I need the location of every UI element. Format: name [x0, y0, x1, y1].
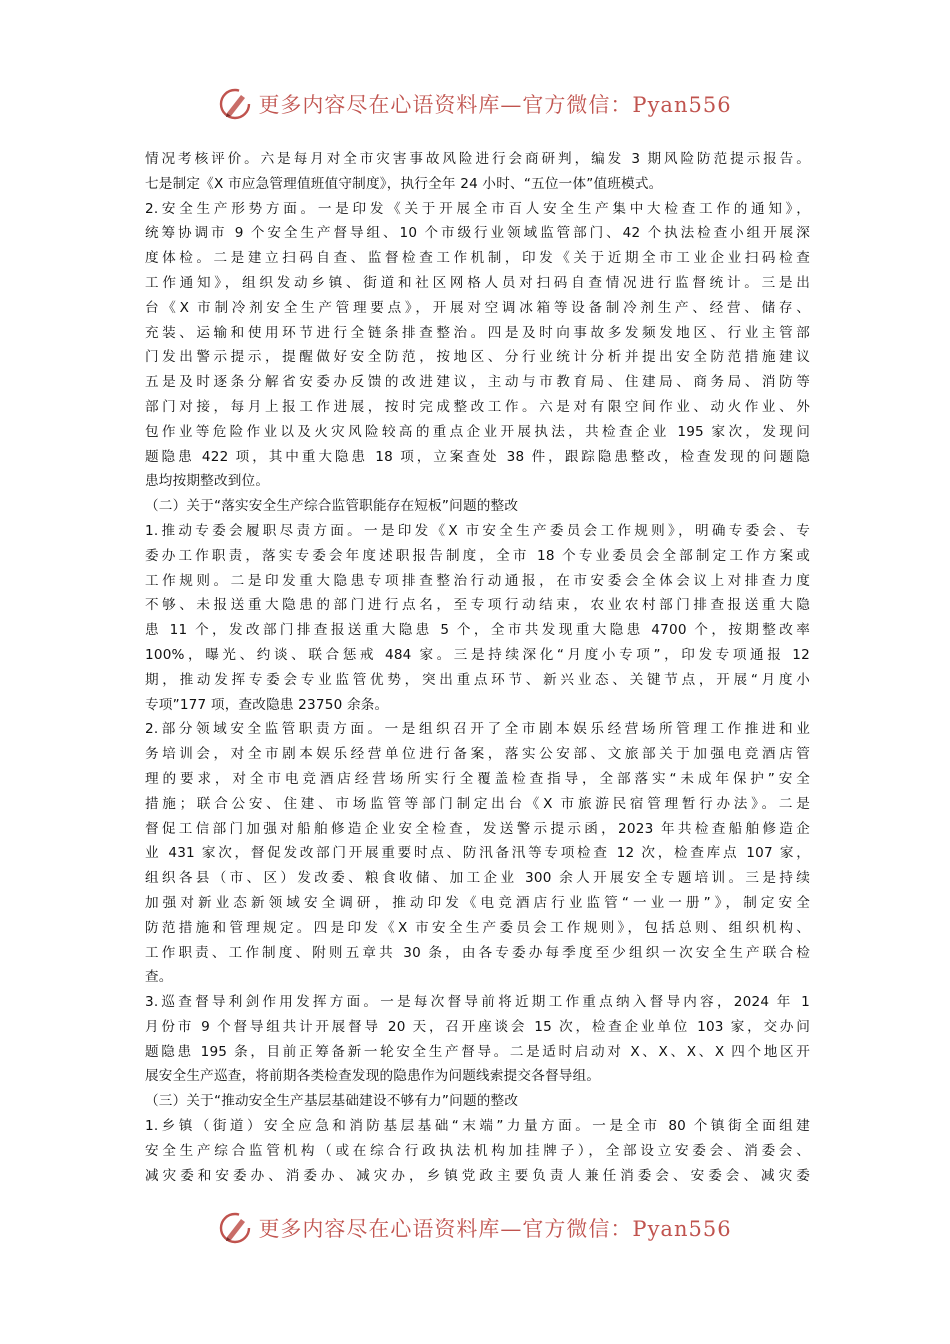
text-line: 工作通知》，组织发动乡镇、街道和社区网格人员对扫码自查情况进行监督统计。三是出 [145, 274, 810, 291]
text-line: 五是及时逐条分解省安委办反馈的改进建议，主动与市教育局、住建局、商务局、消防等 [145, 374, 810, 391]
text-line: 委办工作职责，落实专委会年度述职报告制度，全市 18 个专业委员会全部制定工作方案或 [145, 547, 810, 564]
text-line: 工作职责、工作制度、附则五章共 30 条，由各专委办每季度至少组织一次安全生产联合检 [145, 944, 810, 961]
text-line: 台《X 市制冷剂安全生产管理要点》，开展对空调冰箱等设备制冷剂生产、经营、储存、 [145, 299, 810, 316]
footer-watermark [0, 1208, 950, 1248]
text-line: 充装、运输和使用环节进行全链条排查整治。四是及时向事故多发频发地区、行业主管部 [145, 324, 810, 341]
text-line: 减灾委和安委办、消委办、减灾办，乡镇党政主要负责人兼任消委会、安委会、减灾委 [145, 1167, 810, 1184]
text-line: 防范措施和管理规定。四是印发《X 市安全生产委员会工作规则》，包括总则、组织机构、 [145, 919, 810, 936]
text-line: 情况考核评价。六是每月对全市灾害事故风险进行会商研判，编发 3 期风险防范提示报告。 [145, 151, 810, 167]
text-line: 统筹协调市 9 个安全生产督导组、10 个市级行业领域监管部门、42 个执法检查小组开展深 [145, 225, 810, 242]
text-line: 题隐患 422 项，其中重大隐患 18 项，立案查处 38 件，跟踪隐患整改，检查发现的问题隐 [145, 448, 810, 465]
header-watermark-text: 更多内容尽在心语资料库—官方微信：Pyan556 [258, 93, 732, 117]
text-line: 七是制定《X 市应急管理值班值守制度》，执行全年 24 小时、“五位一体”值班模式。 [145, 175, 663, 192]
header-watermark [0, 84, 950, 124]
text-line: 期，推动发挥专委会专业监管优势，突出重点环节、新兴业态、关键节点，开展“月度小 [145, 671, 810, 688]
text-line: 加强对新业态新领域安全调研，推动印发《电竞酒店行业监管“一业一册”》，制定安全 [145, 894, 810, 911]
document-body [145, 147, 810, 1188]
text-line: 展安全生产巡查，将前期各类检查发现的隐患作为问题线索提交各督导组。 [145, 1068, 601, 1085]
text-line: 务培训会，对全市剧本娱乐经营单位进行备案，落实公安部、文旅部关于加强电竞酒店管 [145, 746, 810, 763]
text-line: 1.推动专委会履职尽责方面。一是印发《X 市安全生产委员会工作规则》，明确专委会、专 [145, 522, 810, 539]
text-line: 业 431 家次，督促发改部门开展重要时点、防汛备汛等专项检查 12 次，检查库点 107 家， [145, 845, 810, 862]
text-line: 组织各县（市、区）发改委、粮食收储、加工企业 300 余人开展安全专题培训。三是持续 [145, 870, 810, 887]
pen-circle-logo-icon [218, 1211, 252, 1245]
text-line: 患均按期整改到位。 [145, 473, 270, 490]
text-line: 理的要求，对全市电竞酒店经营场所实行全覆盖检查指导，全部落实“未成年保护”安全 [145, 770, 810, 787]
text-line: 包作业等危险作业以及火灾风险较高的重点企业开展执法，共检查企业 195 家次，发现问 [145, 423, 810, 440]
text-line: 查。 [145, 969, 173, 986]
text-line: 2.安全生产形势方面。一是印发《关于开展全市百人安全生产集中大检查工作的通知》， [145, 200, 810, 217]
text-line: 题隐患 195 条，目前正筹备新一轮安全生产督导。二是适时启动对 X、X、X、X 四个地区开 [145, 1043, 810, 1060]
text-line: 1.乡镇（街道）安全应急和消防基层基础“末端”力量方面。一是全市 80 个镇街全面组建 [145, 1118, 810, 1135]
text-line: 专项”177 项，查改隐患 23750 余条。 [145, 696, 389, 713]
text-line: 安全生产综合监管机构（或在综合行政执法机构加挂牌子），全部设立安委会、消委会、 [145, 1142, 810, 1159]
text-line: 患 11 个，发改部门排查报送重大隐患 5 个，全市共发现重大隐患 4700 个，按期整改率 [145, 622, 810, 639]
text-line: 工作规则。二是印发重大隐患专项排查整治行动通报，在市安委会全体会议上对排查力度 [145, 572, 810, 589]
text-line: （三）关于“推动安全生产基层基础建设不够有力”问题的整改 [145, 1093, 519, 1110]
text-line: 不够、未报送重大隐患的部门进行点名，至专项行动结束，农业农村部门排查报送重大隐 [145, 597, 810, 614]
text-line: 月份市 9 个督导组共计开展督导 20 天，召开座谈会 15 次，检查企业单位 103 家，交办问 [145, 1018, 810, 1035]
text-line: 100%，曝光、约谈、联合惩戒 484 家。三是持续深化“月度小专项”，印发专项通报 12 [145, 646, 810, 663]
text-line: 督促工信部门加强对船舶修造企业安全检查，发送警示提示函，2023 年共检查船舶修造企 [145, 820, 810, 837]
text-line: （二）关于“落实安全生产综合监管职能存在短板”问题的整改 [145, 498, 519, 515]
text-line: 门发出警示提示，提醒做好安全防范，按地区、分行业统计分析并提出安全防范措施建议 [145, 349, 810, 366]
text-line: 3.巡查督导利剑作用发挥方面。一是每次督导前将近期工作重点纳入督导内容，2024 年 1 [145, 994, 810, 1011]
pen-circle-logo-icon [218, 87, 252, 121]
text-line: 措施；联合公安、住建、市场监管等部门制定出台《X 市旅游民宿管理暂行办法》。二是 [145, 795, 810, 812]
footer-watermark-text: 更多内容尽在心语资料库—官方微信：Pyan556 [258, 1217, 732, 1241]
text-line: 部门对接，每月上报工作进展，按时完成整改工作。六是对有限空间作业、动火作业、外 [145, 398, 810, 415]
text-line: 2.部分领域安全监管职责方面。一是组织召开了全市剧本娱乐经营场所管理工作推进和业 [145, 721, 810, 738]
text-line: 度体检。二是建立扫码自查、监督检查工作机制，印发《关于近期全市工业企业扫码检查 [145, 250, 810, 267]
